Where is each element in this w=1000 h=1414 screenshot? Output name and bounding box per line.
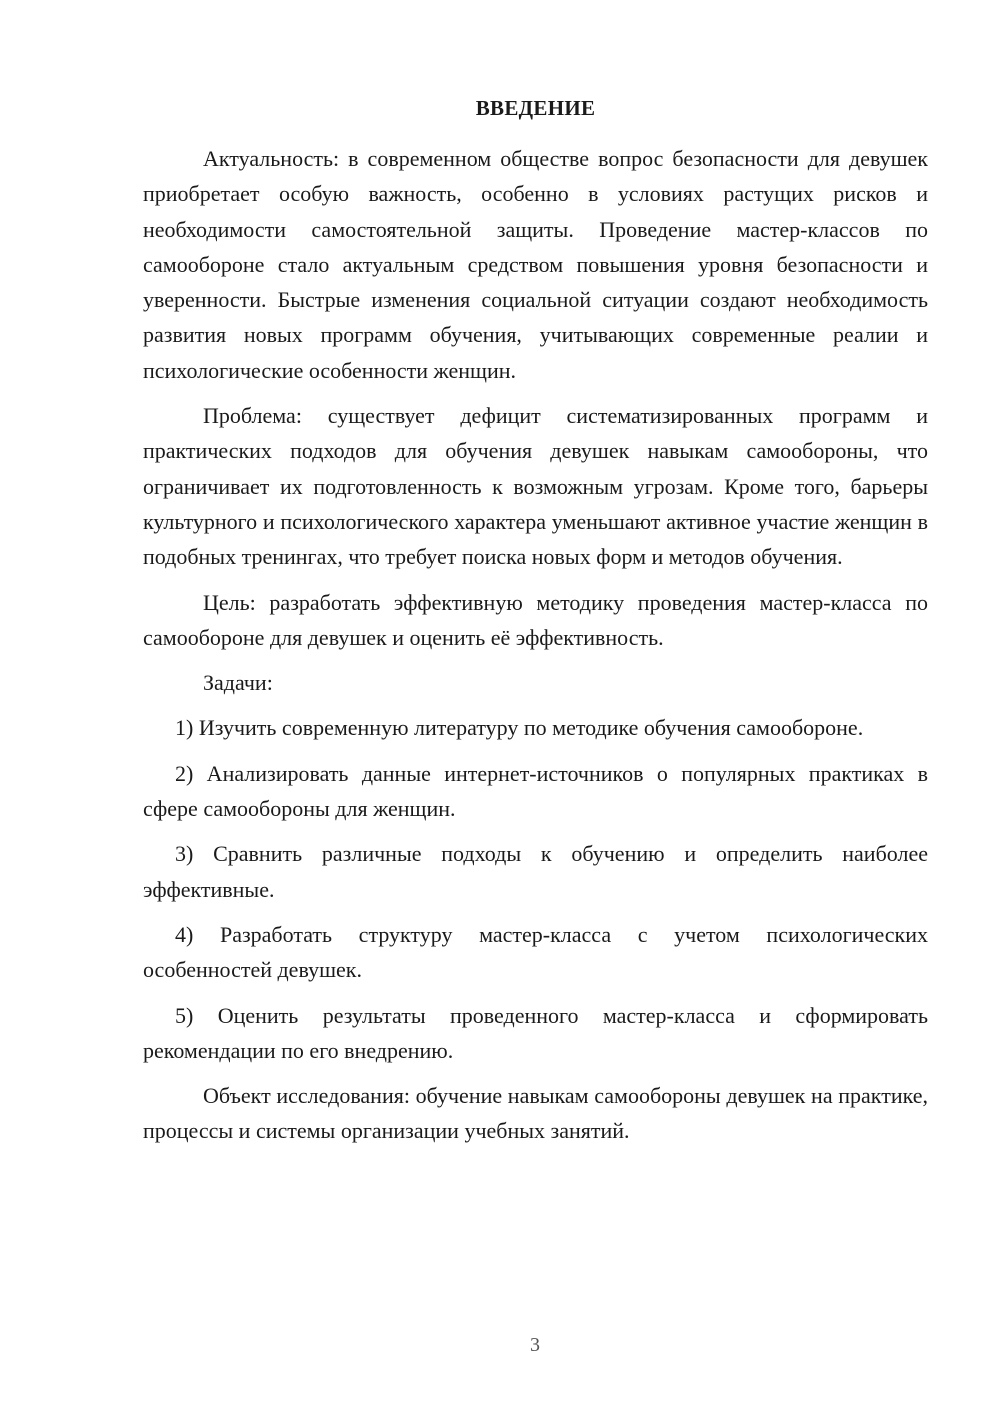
task-item-5: 5) Оценить результаты проведенного мастер-класса и сформировать рекомендации по его внедрению. [143,1002,928,1063]
tasks-heading: Задачи: [203,670,273,696]
paragraph-problem: Проблема: существует дефицит систематизированных программ и практических подходов для обучения девушек навыкам самообороны, что ограничивает их подготовленность к возможным угрозам. Кроме того, барьеры культурного и психологического характера уменьшают активное участие женщин в подобных тренингах, что требует поиска новых форм и методов обучения. [143,403,928,570]
task-item-4: 4) Разработать структуру мастер-класса с учетом психологических особенностей девушек. [143,921,928,983]
paragraph-goal: Цель: разработать эффективную методику проведения мастер-класса по самообороне для девушек и оценить её эффективность. [143,589,928,650]
task-item-3: 3) Сравнить различные подходы к обучению и определить наиболее эффективные. [143,841,928,902]
page-title: ВВЕДЕНИЕ [475,96,596,120]
task-item-1: 1) Изучить современную литературу по методике обучения самообороне. [175,715,864,741]
paragraph-object: Объект исследования: обучение навыкам самообороны девушек на практике, процессы и системы организации учебных занятий. [143,1083,928,1144]
page-number: 3 [530,1334,540,1356]
page-body [143,141,928,1149]
paragraph-relevance: Актуальность: в современном обществе вопрос безопасности для девушек приобретает особую важность, особенно в условиях растущих рисков и необходимости самостоятельной защиты. Проведение мастер-классов по самообороне стало актуальным средством повышения уровня безопасности и уверенности. Быстрые изменения социальной ситуации создают необходимость развития новых программ обучения, учитывающих современные реалии и психологические особенности женщин. [143,146,928,383]
task-item-2: 2) Анализировать данные интернет-источников о популярных практиках в сфере самообороны для женщин. [143,760,928,822]
